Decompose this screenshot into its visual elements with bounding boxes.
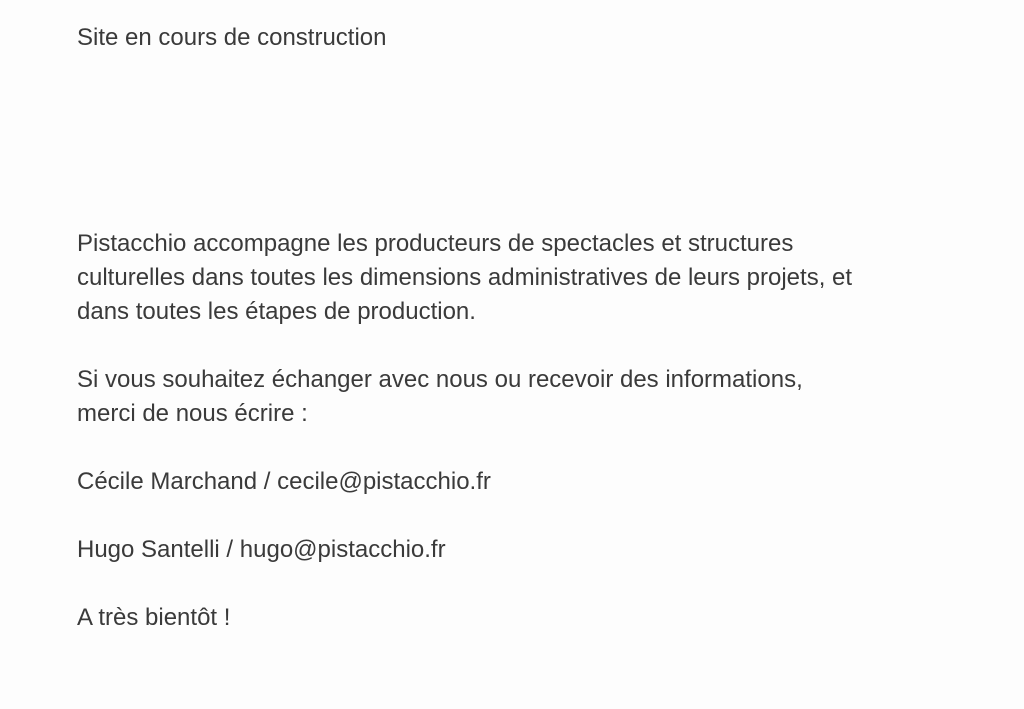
contact-prompt xyxy=(77,363,997,431)
signoff: A très bientôt ! xyxy=(77,604,231,631)
page-header xyxy=(77,21,997,55)
construction-notice: Site en cours de construction xyxy=(77,24,387,51)
intro-line: culturelles dans toutes les dimensions administratives de leurs projets, et xyxy=(77,264,853,291)
contact-prompt-line: merci de nous écrire : xyxy=(77,400,308,427)
contact-hugo xyxy=(77,533,997,567)
email-link[interactable]: cecile@pistacchio.fr xyxy=(277,468,491,495)
contact-cecile xyxy=(77,465,997,499)
contact-separator: / xyxy=(219,536,240,563)
contact-prompt-line: Si vous souhaitez échanger avec nous ou recevoir des informations, xyxy=(77,366,803,393)
contact-name: Cécile Marchand xyxy=(77,468,258,495)
intro-line: Pistacchio accompagne les producteurs de spectacles et structures xyxy=(77,230,794,257)
email-link[interactable]: hugo@pistacchio.fr xyxy=(239,536,446,563)
intro-line: dans toutes les étapes de production. xyxy=(77,298,476,325)
contact-name: Hugo Santelli xyxy=(77,536,220,563)
contact-separator: / xyxy=(257,468,278,495)
intro-paragraph xyxy=(77,227,997,329)
page-content xyxy=(77,227,997,635)
